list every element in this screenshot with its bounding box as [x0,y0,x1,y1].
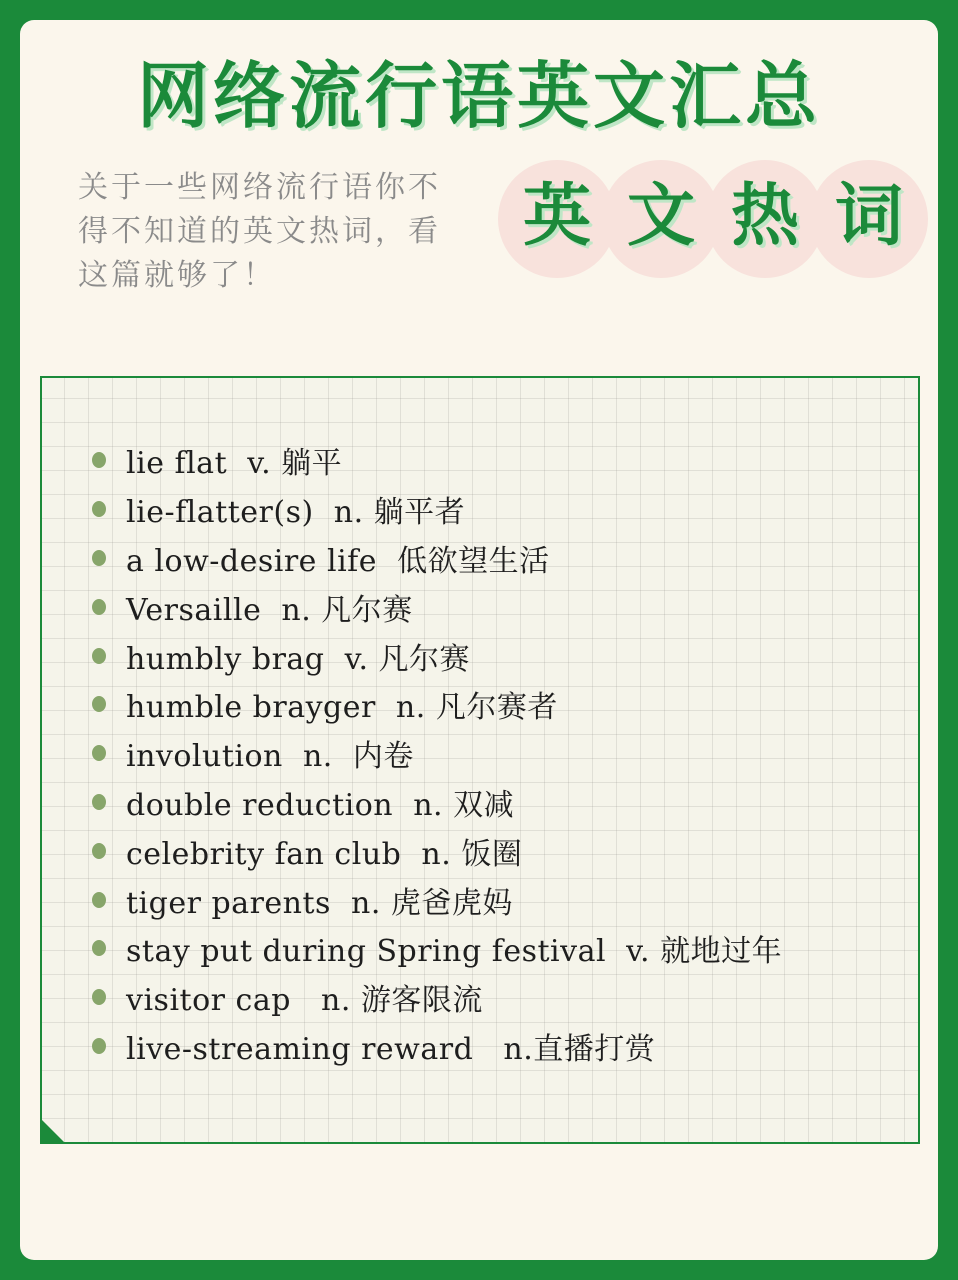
hot-words-tags [498,160,928,278]
bullet-dot-icon [92,648,106,664]
bullet-dot-icon [92,599,106,615]
tag-char-3: 热 [730,176,799,256]
list-item-text: involution n. 内卷 [126,739,414,775]
tag-circle-3 [706,160,824,278]
list-item-text: stay put during Spring festival v. 就地过年 [126,934,783,970]
list-item-text: humbly brag v. 凡尔赛 [126,641,471,677]
list-item [86,582,916,631]
list-item-text: live-streaming reward n.直播打赏 [126,1031,656,1067]
list-item-text: Versaille n. 凡尔赛 [126,592,413,628]
list-item-text: tiger parents n. 虎爸虎妈 [126,885,513,921]
card-folded-corner [40,1118,66,1144]
list-item-text: lie-flatter(s) n. 躺平者 [126,495,466,531]
list-item [86,436,916,485]
list-item [86,680,916,729]
bullet-dot-icon [92,940,106,956]
bullet-dot-icon [92,696,106,712]
tag-circle-2 [602,160,720,278]
list-item [86,485,916,534]
tag-char-1: 英 [522,176,591,256]
tag-char-2: 文 [626,176,695,256]
bullet-dot-icon [92,550,106,566]
bullet-dot-icon [92,989,106,1005]
list-item-text: a low-desire life 低欲望生活 [126,543,550,579]
vocabulary-list [86,436,916,1070]
list-item [86,973,916,1022]
list-item-text: lie flat v. 躺平 [126,446,343,482]
tag-circle-1 [498,160,616,278]
list-item [86,924,916,973]
list-item [86,534,916,583]
bullet-dot-icon [92,892,106,908]
list-item-text: double reduction n. 双减 [126,787,515,823]
tag-circle-4 [810,160,928,278]
bullet-dot-icon [92,843,106,859]
bullet-dot-icon [92,501,106,517]
bullet-dot-icon [92,745,106,761]
list-item [86,631,916,680]
list-item-text: celebrity fan club n. 饭圈 [126,836,523,872]
list-item-text: humble brayger n. 凡尔赛者 [126,690,558,726]
list-item-text: visitor cap n. 游客限流 [126,983,483,1019]
list-item [86,729,916,778]
bullet-dot-icon [92,1038,106,1054]
bullet-dot-icon [92,452,106,468]
list-item [86,875,916,924]
bullet-dot-icon [92,794,106,810]
list-item [86,1022,916,1071]
page-title: 网络流行语英文汇总 [136,54,821,138]
tag-char-4: 词 [834,176,903,256]
list-item [86,826,916,875]
list-item [86,778,916,827]
intro-text: 关于一些网络流行语你不得不知道的英文热词，看这篇就够了！ [78,170,441,293]
